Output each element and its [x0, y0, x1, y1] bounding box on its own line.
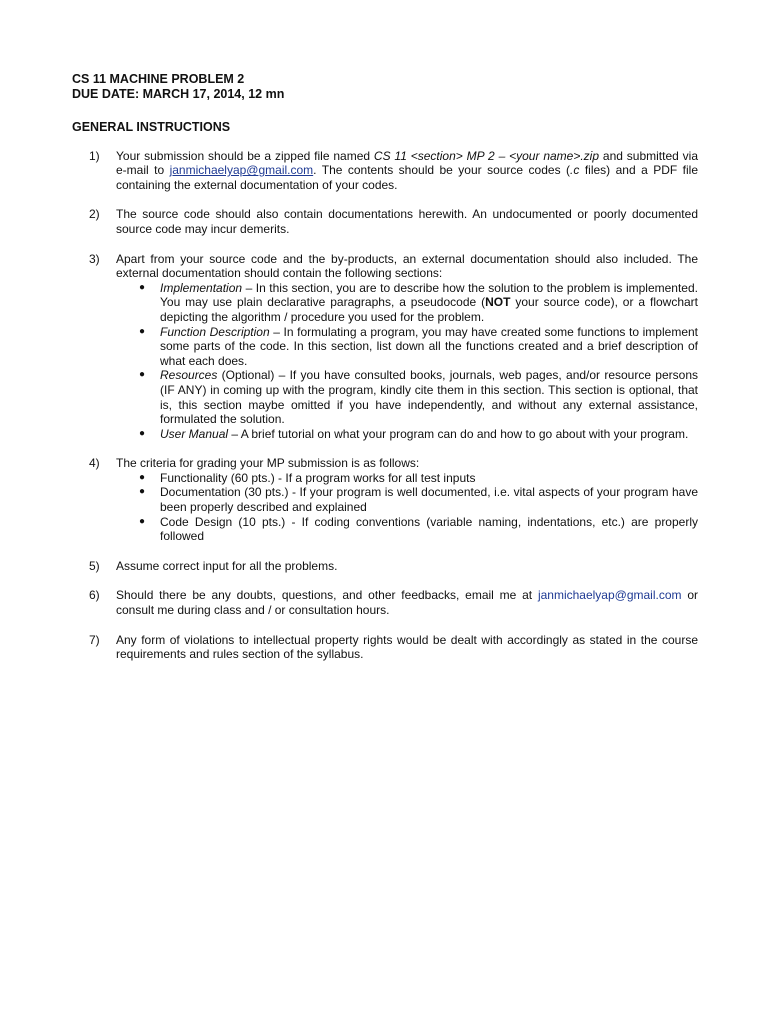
item-text: – In formulating a program, you may have created some functions to implement some parts of the code. In this section, list down all the functions created and a brief description of what each does. — [160, 324, 698, 368]
criterion-text: Documentation (30 pts.) - If your program is well documented, i.e. vital aspects of your program have been properly described and explained — [160, 485, 698, 515]
documentation-sections-list — [116, 281, 698, 442]
item-text: – In this section, you are to describe how the solution to the problem is implemented. You may use plain declarative paragraphs, a pseudocode ( — [160, 280, 698, 310]
item-text: files) and a PDF file containing the external documentation of your codes. — [116, 163, 698, 192]
instructions-list — [72, 149, 698, 662]
item-text: or consult me during class and / or consultation hours. — [116, 588, 698, 618]
section-term: Implementation — [160, 280, 243, 295]
item-number: 2) — [89, 207, 100, 222]
list-item — [116, 427, 698, 442]
item-text: Any form of violations to intellectual property rights would be dealt with accordingly as stated in the course requirements and rules section of the syllabus. — [116, 632, 698, 662]
instruction-item — [72, 559, 698, 574]
item-text: Assume correct input for all the problems. — [116, 558, 338, 573]
item-text: (Optional) – If you have consulted books, journals, web pages, and/or resource persons (IF ANY) in coming up with the program, kindly cite them in this section. This section is optional, that is, this section maybe omitted if you have independently, and without any external assistance, formulated the solution. — [160, 368, 698, 427]
bullet-icon: ● — [139, 486, 146, 498]
bullet-icon: ● — [139, 471, 146, 483]
bullet-icon: ● — [139, 281, 146, 293]
item-number: 4) — [89, 456, 100, 471]
instruction-item — [72, 207, 698, 236]
bullet-icon: ● — [139, 325, 146, 337]
item-text: your source code), or a flowchart depicting the algorithm / procedure you used for the problem. — [160, 295, 699, 324]
filename-format: CS 11 <section> MP 2 – <your name>.zip — [373, 148, 600, 163]
instruction-item — [72, 456, 698, 544]
section-term: Resources — [160, 368, 218, 383]
item-text: Apart from your source code and the by-products, an external documentation should also included. The external documentation should contain the following sections: — [116, 251, 698, 281]
list-item — [116, 281, 698, 325]
item-text: and submitted via e-mail to — [116, 148, 698, 178]
item-text: . The contents should be your source codes ( — [313, 163, 571, 178]
section-term: User Manual — [160, 426, 229, 441]
section-title: GENERAL INSTRUCTIONS — [72, 120, 231, 134]
email-link[interactable]: janmichaelyap@gmail.com — [537, 588, 682, 603]
instruction-item — [72, 252, 698, 442]
item-text: The criteria for grading your MP submission is as follows: — [116, 456, 420, 471]
item-number: 5) — [89, 558, 100, 573]
list-item — [116, 471, 698, 486]
item-number: 3) — [89, 251, 100, 266]
instruction-item — [72, 149, 698, 193]
instruction-item — [72, 588, 698, 617]
grading-criteria-list — [116, 471, 698, 544]
list-item — [116, 485, 698, 514]
list-item — [116, 368, 698, 426]
bullet-icon: ● — [139, 369, 146, 381]
section-term: Function Description — [160, 324, 270, 339]
emphasis-text: NOT — [485, 295, 511, 310]
list-item — [116, 515, 698, 544]
list-item — [116, 325, 698, 369]
item-text: Your submission should be a zipped file named — [116, 148, 374, 163]
item-number: 1) — [89, 148, 100, 163]
item-text: The source code should also contain documentations herewith. An undocumented or poorly documented source code may incur demerits. — [116, 207, 698, 236]
item-text: – A brief tutorial on what your program can do and how to go about with your program. — [228, 426, 689, 441]
item-text: Should there be any doubts, questions, and other feedbacks, email me at — [116, 588, 538, 603]
criterion-text: Code Design (10 pts.) - If coding conventions (variable naming, indentations, etc.) are properly followed — [160, 514, 698, 544]
item-number: 6) — [89, 588, 100, 603]
criterion-text: Functionality (60 pts.) - If a program works for all test inputs — [160, 470, 476, 485]
instruction-item — [72, 633, 698, 662]
bullet-icon: ● — [139, 427, 146, 439]
bullet-icon: ● — [139, 515, 146, 527]
due-date: DUE DATE: MARCH 17, 2014, 12 mn — [72, 87, 285, 101]
file-extension: .c — [570, 163, 580, 178]
email-link[interactable]: janmichaelyap@gmail.com — [169, 163, 314, 178]
document-title: CS 11 MACHINE PROBLEM 2 — [72, 72, 245, 86]
item-number: 7) — [89, 632, 100, 647]
